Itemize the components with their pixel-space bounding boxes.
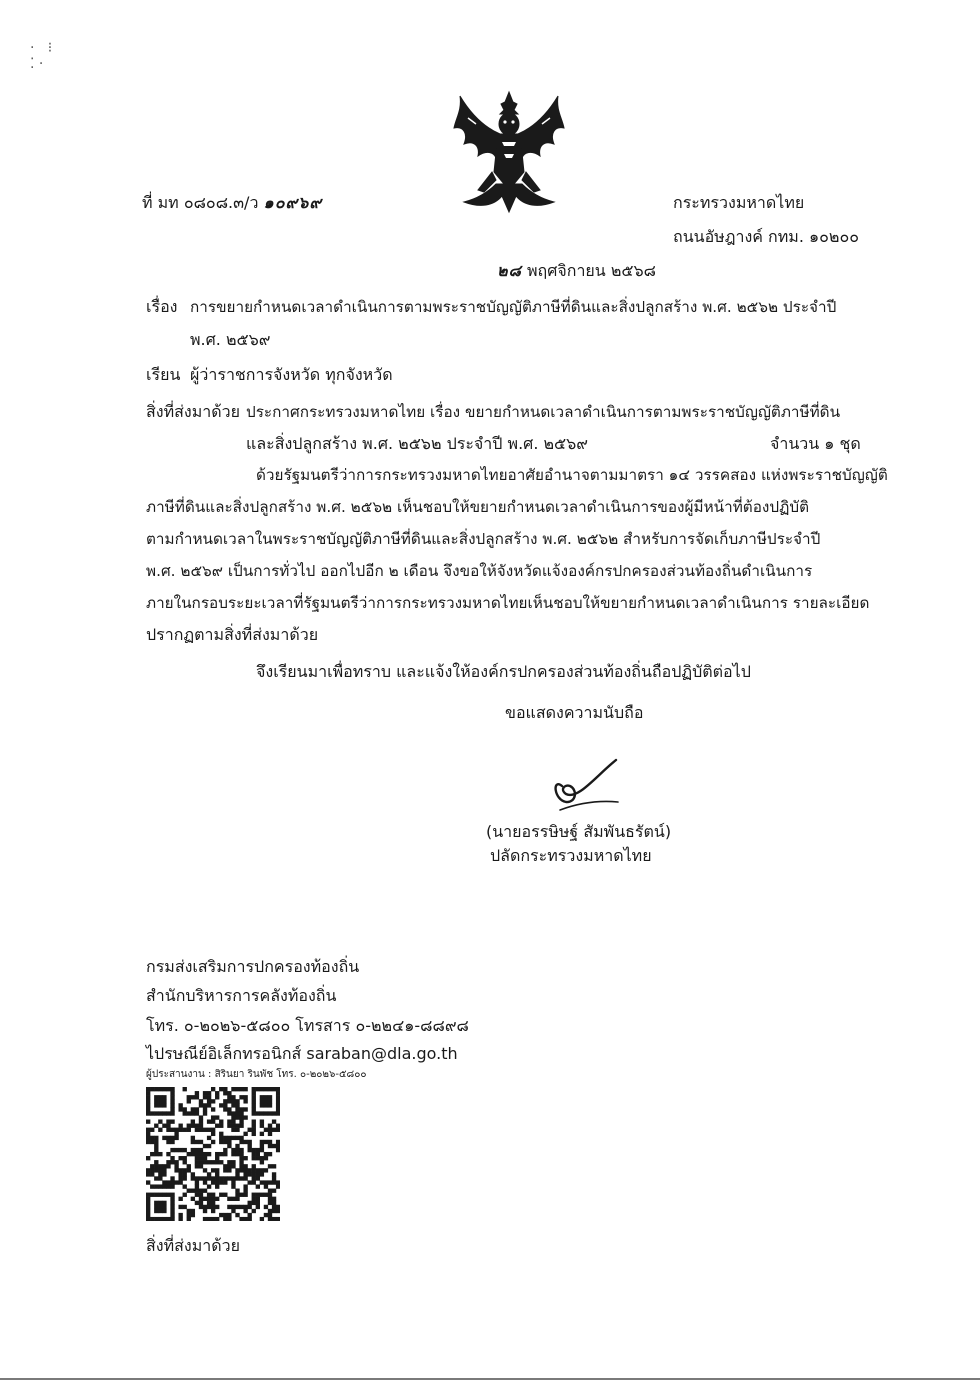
footer-department: กรมส่งเสริมการปกครองท้องถิ่น <box>146 957 360 976</box>
subject-line-1: การขยายกำหนดเวลาดำเนินการตามพระราชบัญญัติภาษีที่ดินและสิ่งปลูกสร้าง พ.ศ. ๒๕๖๒ ประจำปี <box>190 298 837 316</box>
salutation-label: เรียน <box>146 365 181 384</box>
signer-name: (นายอรรษิษฐ์ สัมพันธรัตน์) <box>486 822 672 841</box>
handwritten-signature <box>530 756 630 818</box>
body-line-6: ปรากฏตามสิ่งที่ส่งมาด้วย <box>146 625 319 644</box>
enclosure-line-2: และสิ่งปลูกสร้าง พ.ศ. ๒๕๖๒ ประจำปี พ.ศ. ๒๕๖๙ <box>246 434 589 453</box>
document-date <box>497 261 656 281</box>
body-line-5: ภายในกรอบระยะเวลาที่รัฐมนตรีว่าการกระทรวงมหาดไทยเห็นชอบให้ขยายกำหนดเวลาดำเนินการ รายละเอียด <box>146 594 870 612</box>
reference-prefix: ที่ มท ๐๘๐๘.๓/ว <box>142 193 259 212</box>
regards: ขอแสดงความนับถือ <box>505 703 644 722</box>
scan-bottom-edge <box>0 1378 980 1380</box>
ministry-name: กระทรวงมหาดไทย <box>673 193 805 212</box>
body-line-1: ด้วยรัฐมนตรีว่าการกระทรวงมหาดไทยอาศัยอำนาจตามมาตรา ๑๔ วรรคสอง แห่งพระราชบัญญัติ <box>256 466 888 484</box>
date-day-handwritten: ๒๘ <box>497 261 522 280</box>
qr-code <box>146 1087 280 1221</box>
footer-email: ไปรษณีย์อิเล็กทรอนิกส์ saraban@dla.go.th <box>146 1044 458 1063</box>
qr-caption: สิ่งที่ส่งมาด้วย <box>146 1236 240 1255</box>
salutation-text: ผู้ว่าราชการจังหวัด ทุกจังหวัด <box>190 365 393 384</box>
body-line-3: ตามกำหนดเวลาในพระราชบัญญัติภาษีที่ดินและสิ่งปลูกสร้าง พ.ศ. ๒๕๖๒ สำหรับการจัดเก็บภาษีประจำปี <box>146 530 821 548</box>
scan-specks: · ⁝ ⁚ · <box>30 40 53 72</box>
date-month-year: พฤศจิกายน ๒๕๖๘ <box>526 261 656 280</box>
reference-handwritten: ๑๐๙๖๙ <box>263 193 323 212</box>
ministry-address: ถนนอัษฎางค์ กทม. ๑๐๒๐๐ <box>673 227 859 246</box>
footer-office: สำนักบริหารการคลังท้องถิ่น <box>146 986 337 1005</box>
subject-line-2: พ.ศ. ๒๕๖๙ <box>190 330 271 349</box>
body-line-4: พ.ศ. ๒๕๖๙ เป็นการทั่วไป ออกไปอีก ๒ เดือน จึงขอให้จังหวัดแจ้งองค์กรปกครองส่วนท้องถิ่นดำเนินการ <box>146 562 813 580</box>
garuda-emblem-icon <box>450 88 568 220</box>
signer-title: ปลัดกระทรวงมหาดไทย <box>490 846 652 865</box>
subject-label: เรื่อง <box>146 297 178 316</box>
body-line-2: ภาษีที่ดินและสิ่งปลูกสร้าง พ.ศ. ๒๕๖๒ เห็นชอบให้ขยายกำหนดเวลาดำเนินการของผู้มีหน้าที่ต้องปฏิบัติ <box>146 498 810 516</box>
enclosure-line-1: ประกาศกระทรวงมหาดไทย เรื่อง ขยายกำหนดเวลาดำเนินการตามพระราชบัญญัติภาษีที่ดิน <box>246 403 841 421</box>
footer-coordinator: ผู้ประสานงาน : สิรินยา รินพัช โทร. ๐-๒๐๒๖-๕๘๐๐ <box>146 1069 367 1080</box>
closing-paragraph: จึงเรียนมาเพื่อทราบ และแจ้งให้องค์กรปกครองส่วนท้องถิ่นถือปฏิบัติต่อไป <box>256 662 751 681</box>
footer-phone: โทร. ๐-๒๐๒๖-๕๘๐๐ โทรสาร ๐-๒๒๔๑-๘๘๙๘ <box>146 1016 469 1035</box>
reference-number <box>142 193 322 213</box>
enclosure-label: สิ่งที่ส่งมาด้วย <box>146 402 240 421</box>
enclosure-quantity: จำนวน ๑ ชุด <box>770 434 861 453</box>
